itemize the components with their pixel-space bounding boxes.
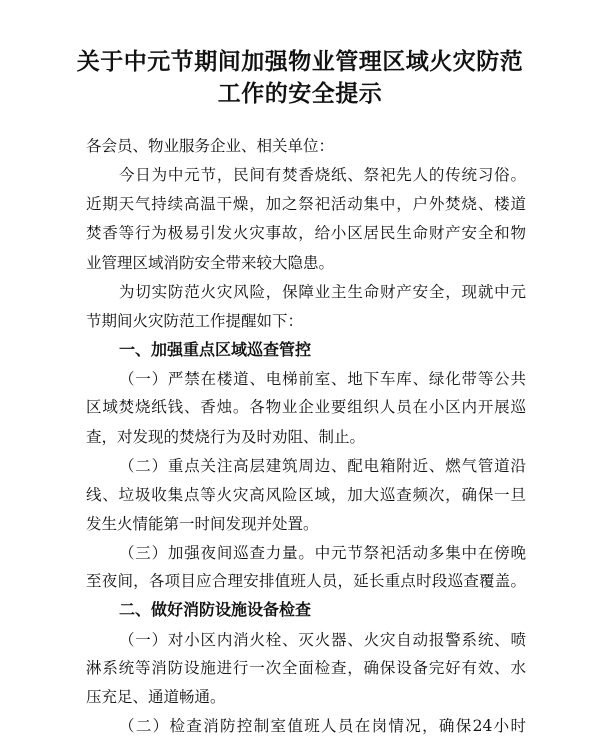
section-heading-1: 一、加强重点区域巡查管控 xyxy=(119,340,312,359)
section-1-item-3-line: （三）加强夜间巡查力量。中元节祭祀活动多集中在傍晚 xyxy=(119,544,526,562)
section-1-item-2-line: （二）重点关注高层建筑周边、配电箱附近、燃气管道沿 xyxy=(119,456,526,475)
section-heading-2: 二、做好消防设施设备检查 xyxy=(119,600,312,620)
section-2-item-2-line: （二）检查消防控制室值班人员在岗情况，确保24小时 xyxy=(119,717,526,735)
intro-line: 近期天气持续高温干燥，加之祭祀活动集中，户外焚烧、楼道 xyxy=(86,195,526,214)
purpose-line: 节期间火灾防范工作提醒如下： xyxy=(86,311,304,330)
section-1-item-2-line: 发生火情能第一时间发现并处置。 xyxy=(86,514,319,533)
section-1-item-2-line: 线、垃圾收集点等火灾高风险区域，加大巡查频次，确保一旦 xyxy=(86,485,526,504)
intro-line: 今日为中元节，民间有焚香烧纸、祭祀先人的传统习俗。 xyxy=(119,166,526,185)
section-1-item-3-line: 至夜间，各项目应合理安排值班人员，延长重点时段巡查覆盖。 xyxy=(86,572,526,591)
document-title-line-1: 关于中元节期间加强物业管理区域火灾防范 xyxy=(76,49,524,75)
section-2-item-1-line: （一）对小区内消火栓、灭火器、火灾自动报警系统、喷 xyxy=(119,630,526,649)
intro-line: 焚香等行为极易引发火灾事故，给小区居民生命财产安全和物 xyxy=(86,224,526,243)
section-1-item-1-line: （一）严禁在楼道、电梯前室、地下车库、绿化带等公共 xyxy=(119,370,526,389)
intro-line: 业管理区域消防安全带来较大隐患。 xyxy=(86,253,335,272)
purpose-line: 为切实防范火灾风险，保障业主生命财产安全，现就中元 xyxy=(119,282,526,301)
section-1-item-1-line: 查，对发现的焚烧行为及时劝阻、制止。 xyxy=(86,427,366,446)
section-1-item-1-line: 区域焚烧纸钱、香烛。各物业企业要组织人员在小区内开展巡 xyxy=(86,398,526,417)
section-2-item-1-line: 压充足、通道畅通。 xyxy=(86,687,226,706)
document-title-line-2: 工作的安全提示 xyxy=(217,81,383,107)
salutation: 各会员、物业服务企业、相关单位： xyxy=(86,137,335,155)
section-2-item-1-line: 淋系统等消防设施进行一次全面检查，确保设备完好有效、水 xyxy=(86,658,526,677)
